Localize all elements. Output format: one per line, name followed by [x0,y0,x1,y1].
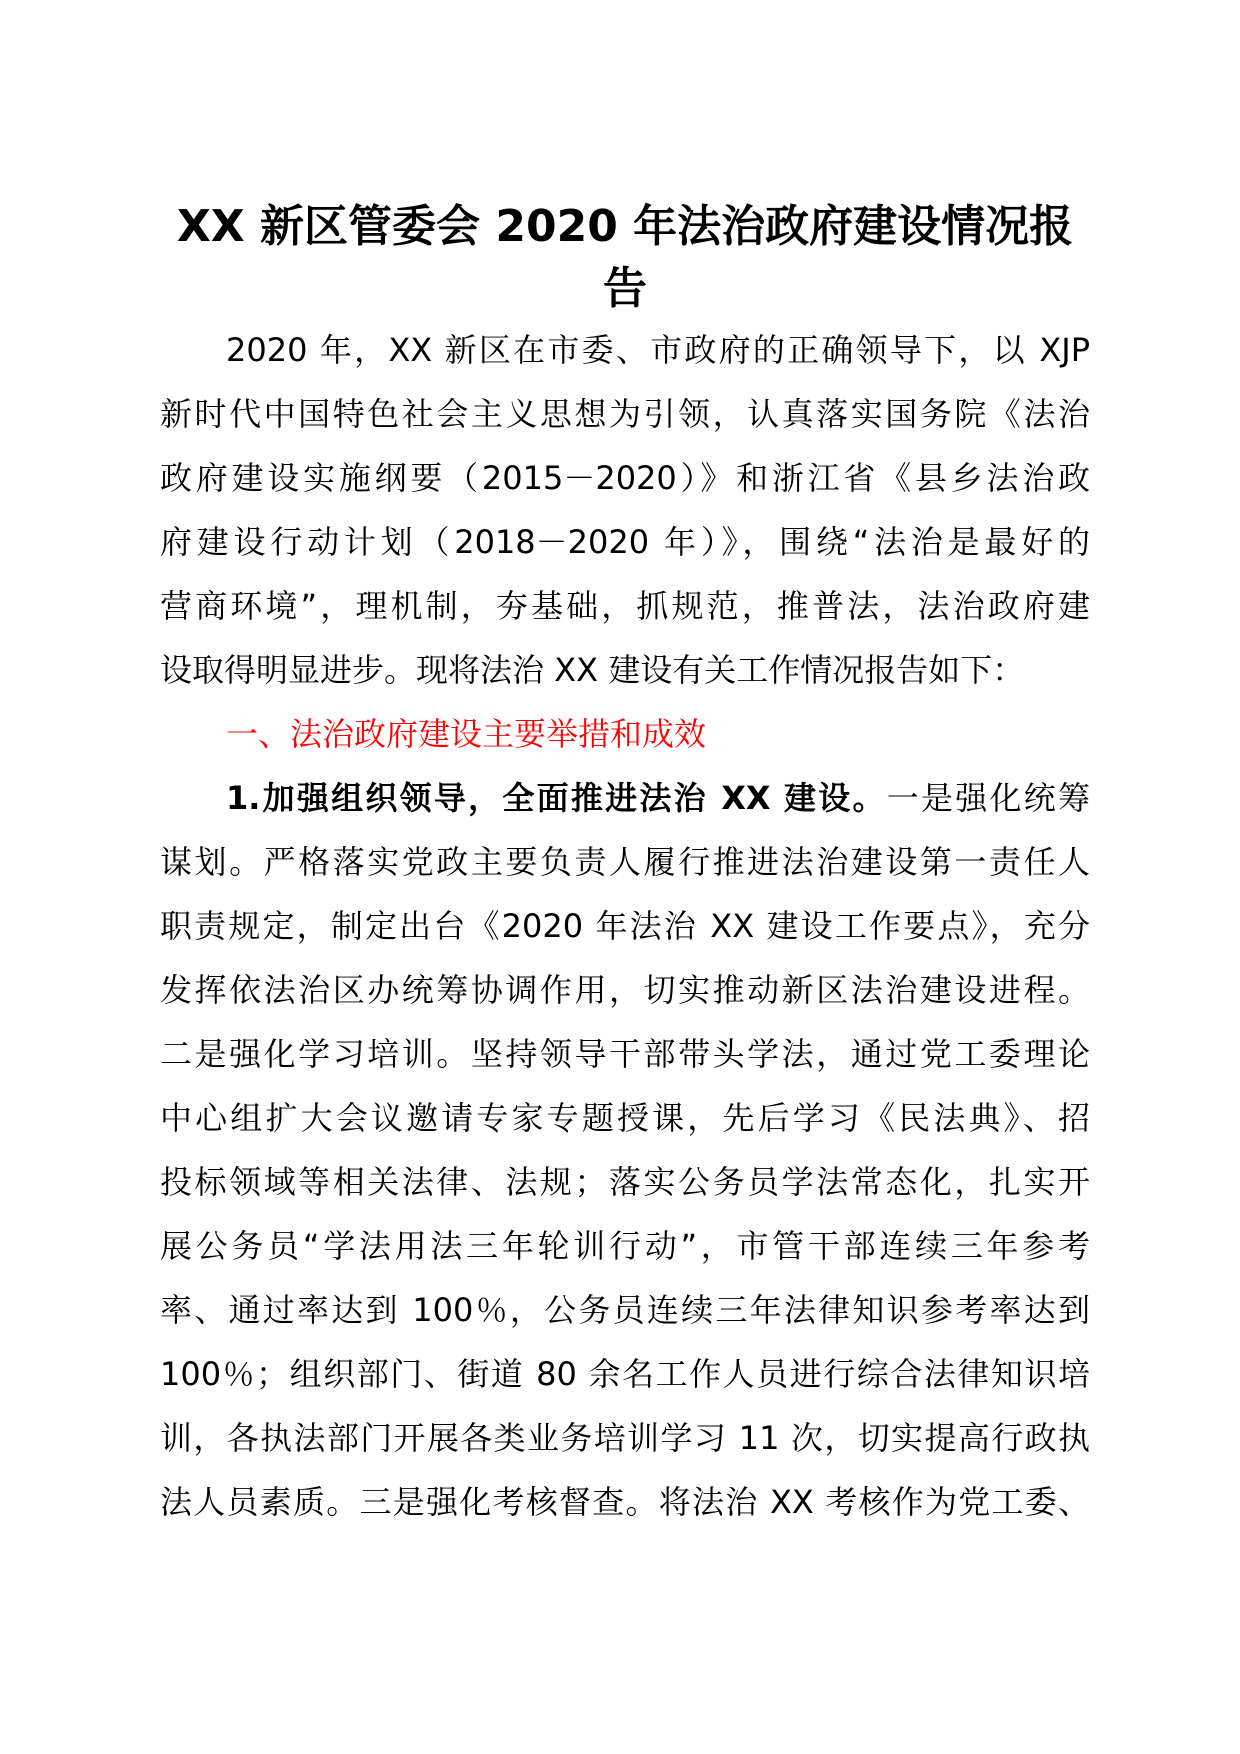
intro-line: 营商环境”，理机制，夯基础，抓规范，推普法，法治政府建 [160,587,1090,625]
body-line: 中心组扩大会议邀请专家专题授课，先后学习《民法典》、招 [160,1099,1090,1137]
body-line: 率、通过率达到 100％，公务员连续三年法律知识参考率达到 [160,1291,1090,1329]
body-line: 100％；组织部门、街道 80 余名工作人员进行综合法律知识培 [160,1355,1090,1393]
body-line: 谋划。严格落实党政主要负责人履行推进法治建设第一责任人 [160,843,1090,881]
document-title [160,196,1090,320]
body-line: 投标领域等相关法律、法规；落实公务员学法常态化，扎实开 [160,1163,1090,1201]
body-line: 职责规定，制定出台《2020 年法治 XX 建设工作要点》，充分 [160,907,1090,945]
intro-line: 府建设行动计划（2018－2020 年）》，围绕“法治是最好的 [160,523,1090,561]
item-first-rest: 一是强化统筹 [886,779,1090,817]
body-line: 二是强化学习培训。坚持领导干部带头学法，通过党工委理论 [160,1035,1090,1073]
intro-line: 2020 年，XX 新区在市委、市政府的正确领导下，以 XJP [226,331,1090,369]
intro-line: 政府建设实施纲要（2015－2020）》和浙江省《县乡法治政 [160,459,1090,497]
item-heading: 1.加强组织领导，全面推进法治 XX 建设。 [226,779,887,817]
title-line-2: 告 [603,263,647,314]
intro-line: 新时代中国特色社会主义思想为引领，认真落实国务院《法治 [160,395,1090,433]
body-line: 训，各执法部门开展各类业务培训学习 11 次，切实提高行政执 [160,1419,1090,1457]
body-line: 法人员素质。三是强化考核督查。将法治 XX 考核作为党工委、 [160,1483,1090,1521]
body-line: 展公务员“学法用法三年轮训行动”，市管干部连续三年参考 [160,1227,1090,1265]
item-first-line [160,766,1090,830]
title-line-1: XX 新区管委会 2020 年法治政府建设情况报 [176,201,1074,252]
body-line: 发挥依法治区办统筹协调作用，切实推动新区法治建设进程。 [160,971,1090,1009]
intro-line: 设取得明显进步。现将法治 XX 建设有关工作情况报告如下： [160,651,1025,689]
section-heading: 一、法治政府建设主要举措和成效 [226,715,707,753]
